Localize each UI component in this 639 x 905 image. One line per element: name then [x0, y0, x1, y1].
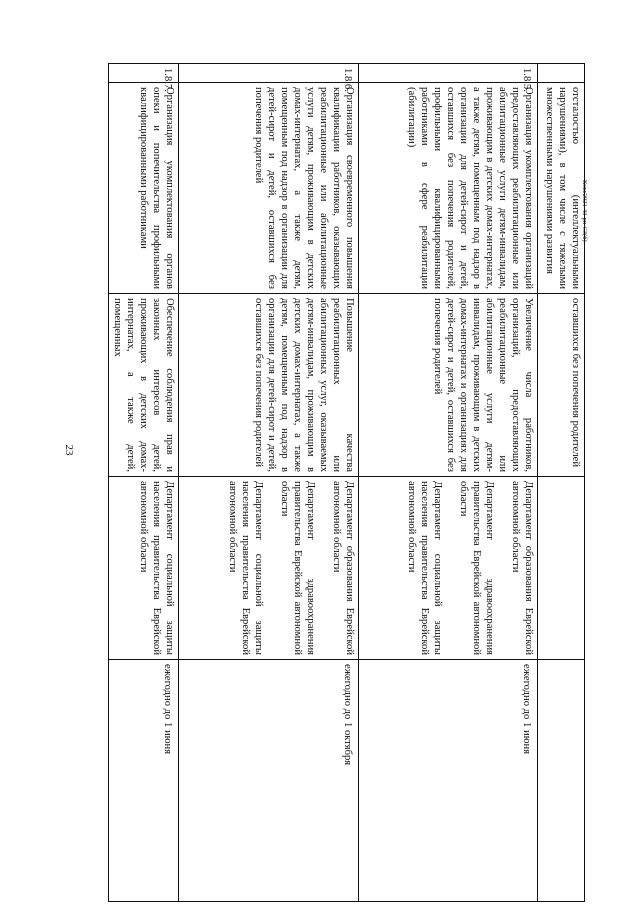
executor-item: Департамент здравоохранения правительства Еврейской автономной области — [458, 481, 495, 655]
executor-item: Департамент социальной защиты населения правительства Еврейской автономной области — [406, 481, 443, 655]
executor-item: Департамент здравоохранения правительства Еврейской автономной области — [279, 481, 316, 655]
deadline-cell: ежегодно до 1 июня — [109, 660, 179, 902]
deadline-cell — [538, 660, 585, 902]
result-cell: Увеличение числа работников, организаций, предоставляющих реабилитационные или абилитационные услуги детям-инвалидам, проживающим в детских домах-интернатах и организациях для детей-сирот и детей, оставшихся без попечения родителей — [359, 294, 538, 477]
measure-cell: отсталостью (интеллектуальными нарушениями), в том числе с тяжелыми множественными нарушениями развития — [538, 83, 585, 294]
measure-cell: Организация своевременного повышения квалификации работников, оказывающих реабилитационные или абилитационные услуги детям, проживающим в детских домах-интернатах, а также детям, помещенным под надзор в организации для детей-сирот и детей, оставшихся без попечения родителей — [179, 83, 359, 294]
executors-cell — [179, 477, 359, 660]
page-number: 23 — [63, 444, 75, 456]
measure-cell: Организация укомплектования органов опеки и попечительства профильными квалифицированными работниками — [109, 83, 179, 294]
executors-cell — [538, 477, 585, 660]
table-row — [538, 64, 585, 902]
result-cell: оставшихся без попечения родителей — [538, 294, 585, 477]
executor-item: Департамент образования Еврейской автономной области — [331, 481, 355, 655]
deadline-cell: ежегодно до 1 июня — [359, 660, 538, 902]
row-number — [538, 64, 585, 83]
table-row — [359, 64, 538, 902]
document-code: Кнм/2021-43-рп-СЗ(б) — [581, 180, 588, 242]
measures-table — [108, 63, 585, 902]
executors-cell — [359, 477, 538, 660]
deadline-cell: ежегодно до 1 октября — [179, 660, 359, 902]
result-cell: Повышение качества реабилитационных или абилитационных услуг, оказываемых детям-инвалидам, проживающим в детских домах-интернатах, а также детям, помещенным под надзор в организации для детей-сирот и детей, оставшихся без попечения родителей — [179, 294, 359, 477]
executor-item: Департамент социальной защиты населения правительства Еврейской автономной области — [138, 481, 175, 655]
executor-item: Департамент социальной защиты населения правительства Еврейской автономной области — [227, 481, 264, 655]
measure-cell: Организация укомплектования организаций предоставляющих реабилитационные или абилитационные услуги детям-инвалидам, проживающим в детских домах-интернатах, а также детям, помещенным под надзор в организации для детей-сирот и детей, оставшихся без попечения родителей, профильными квалифицированными работниками в сфере реабилитации (абилитации) — [359, 83, 538, 294]
rotated-table-container — [112, 63, 585, 901]
result-cell: Обеспечение соблюдения прав и законных интересов детей, проживающих в детских домах-интернатах, а также детей, помещенных — [109, 294, 179, 477]
executors-cell — [109, 477, 179, 660]
table-row — [109, 64, 179, 902]
table-row — [179, 64, 359, 902]
row-number: 1.8.7. — [109, 64, 179, 83]
row-number: 1.8.6. — [179, 64, 359, 83]
executor-item: Департамент образования Еврейской автономной области — [510, 481, 534, 655]
row-number: 1.8.5. — [359, 64, 538, 83]
